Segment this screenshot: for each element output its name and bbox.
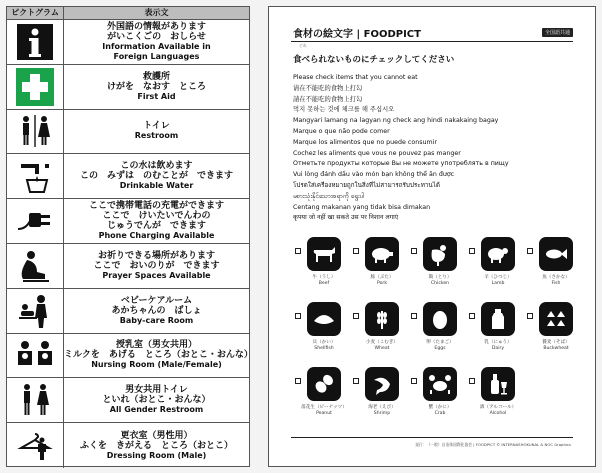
translation-line: Mangyari lamang na lagyan ng check ang hindi nakakaing bagay — [293, 117, 499, 125]
row-en-1: Baby-care Room — [119, 315, 194, 325]
dressing-room-icon — [15, 426, 55, 466]
page-title: 食材の絵文字 | FOODPICT — [293, 29, 421, 40]
food-item-chicken: 鶏（とり） Chicken — [407, 237, 465, 296]
food-item-crab: 蟹（かに） Crab — [407, 367, 465, 426]
row-jp-2: けがを なおす ところ — [106, 81, 206, 92]
row-jp-2: ミルクを あげる ところ（おとこ・おんな） — [64, 350, 253, 361]
nursing-room-icon — [15, 335, 55, 375]
header-pictogram: ピクトグラム — [7, 7, 64, 19]
food-item-fish: 魚（さかな） Fish — [523, 237, 581, 296]
translation-line: 먹지 못하는 것에 체크를 해 주십시오 — [293, 106, 395, 114]
row-en-2: Foreign Languages — [113, 51, 200, 61]
row-en-1: Drinkable Water — [119, 181, 194, 191]
translation-line: 请在不能吃的食物上打勾 — [293, 84, 363, 92]
row-jp-1: ここで携帯電話の充電ができます — [88, 201, 224, 212]
crab-checkbox[interactable] — [411, 378, 417, 384]
row-jp-1: 外国語の情報があります — [106, 21, 206, 32]
table-row — [7, 334, 253, 379]
table-row — [7, 244, 249, 289]
food-item-shellfish: 貝（かい） Shellfish — [291, 302, 349, 361]
row-jp-2: ふくを きがえる ところ（おとこ） — [79, 440, 233, 451]
row-jp-2: あかちゃんの ばしょ — [111, 305, 202, 316]
beef-checkbox[interactable] — [295, 248, 301, 254]
footer-credit: 発行：（一般）自治体国際化協会 | FOODPICT © INTERNASHOKUNAL & NOC Graphics — [415, 442, 571, 447]
dairy-icon — [484, 305, 512, 333]
instruction-heading: 食べられないものにチェックしてください — [293, 55, 455, 65]
food-row — [291, 302, 581, 361]
translation-line: Marque los alimentos que no puede consumir — [293, 138, 437, 146]
information-icon — [15, 22, 55, 62]
row-jp-1: この水は飲めます — [120, 161, 193, 172]
wheat-checkbox[interactable] — [353, 313, 359, 319]
footer-divider — [291, 437, 573, 438]
food-item-eggs: 卵（たまご） Eggs — [407, 302, 465, 361]
language-badge: 全国語共通 — [542, 28, 573, 37]
translation-line: Cochez les aliments que vous ne pouvez pas manger — [293, 149, 461, 157]
table-row — [7, 154, 249, 199]
translation-line: Vui lòng đánh dấu vào món bạn không thể ăn được — [293, 171, 455, 179]
translation-line: Centang makanan yang tidak bisa dimakan — [293, 203, 431, 211]
alcohol-checkbox[interactable] — [469, 378, 475, 384]
dairy-checkbox[interactable] — [469, 313, 475, 319]
row-en-1: Phone Charging Available — [98, 231, 215, 241]
row-en-1: Prayer Spaces Available — [102, 270, 211, 280]
lamb-checkbox[interactable] — [469, 248, 475, 254]
row-jp-2: がいこくごの おしらせ — [107, 31, 206, 42]
chicken-checkbox[interactable] — [411, 248, 417, 254]
peanut-checkbox[interactable] — [295, 378, 301, 384]
translation-line: โปรดใส่เครื่องหมายถูกในสิ่งที่ไม่สามารถรับประทานได้ — [293, 181, 440, 189]
table-row — [7, 378, 249, 423]
drinking-water-icon — [15, 156, 55, 196]
food-item-peanut: 落花生（ピーナッツ） Peanut — [291, 367, 349, 426]
food-item-dairy: 乳（にゅう） Dairy — [465, 302, 523, 361]
row-en-1: First Aid — [137, 91, 176, 101]
food-row — [291, 367, 581, 426]
first-aid-icon — [15, 67, 55, 107]
instruction-translations — [293, 73, 583, 224]
peanut-icon — [310, 370, 338, 398]
row-jp-1: トイレ — [143, 121, 170, 132]
table-row — [7, 423, 249, 468]
table-row — [7, 20, 249, 65]
row-jp-2: ここで けいたいでんわの — [102, 211, 211, 222]
row-en-1: All Gender Restroom — [109, 405, 204, 415]
row-jp-1: お祈りできる場所があります — [97, 250, 215, 261]
restroom-icon — [15, 111, 55, 151]
food-item-shrimp: 海老（えび） Shrimp — [349, 367, 407, 426]
row-en-1: Restroom — [134, 131, 179, 141]
eggs-checkbox[interactable] — [411, 313, 417, 319]
row-jp-3: じゅうでんが できます — [106, 221, 206, 232]
row-en-1: Information Available in — [102, 41, 211, 51]
row-jp-1: 男女共用トイレ — [125, 385, 188, 396]
header-display-text: 表示文 — [144, 8, 169, 17]
wheat-icon — [368, 305, 396, 333]
table-row — [7, 65, 249, 110]
translation-line: कृपया जो नहीं खा सकते उस पर निशान लगाएं — [293, 214, 399, 222]
baby-care-icon — [15, 291, 55, 331]
food-row — [291, 237, 581, 296]
food-item-alcohol: 酒（アルコール） Alcohol — [465, 367, 523, 426]
row-jp-1: 授乳室（男女共用） — [115, 340, 197, 351]
row-en-1: Dressing Room (Male) — [106, 450, 207, 460]
table-row — [7, 110, 249, 155]
food-grid — [291, 237, 581, 432]
shellfish-checkbox[interactable] — [295, 313, 301, 319]
translation-line: Please check items that you cannot eat — [293, 74, 418, 81]
translation-line: Отметьте продукты которые Вы не можете употреблять в пищу — [293, 160, 509, 168]
food-item-buckwheat: 蕎麦（そば） Buckwheat — [523, 302, 581, 361]
table-row — [7, 199, 249, 244]
title-divider — [291, 41, 573, 42]
row-jp-1: 救護所 — [142, 71, 170, 82]
crab-icon — [426, 370, 454, 398]
eggs-icon — [426, 305, 454, 333]
row-jp-1: ベビーケアルーム — [120, 295, 193, 306]
row-jp-1: 更衣室（男性用） — [120, 430, 193, 441]
row-jp-2: といれ（おとこ・おんな） — [102, 395, 211, 406]
prayer-icon — [15, 246, 55, 286]
beef-icon — [310, 240, 338, 268]
small-note: どれ — [299, 43, 307, 48]
shrimp-checkbox[interactable] — [353, 378, 359, 384]
food-item-lamb: 羊（ひつじ） Lamb — [465, 237, 523, 296]
fish-icon — [542, 240, 570, 268]
translation-line: 請在不能吃的食物上打勾 — [293, 95, 363, 103]
shellfish-icon — [310, 305, 338, 333]
table-header — [7, 7, 249, 20]
phone-charging-icon — [15, 201, 55, 241]
food-item-beef: 牛（うし） Beef — [291, 237, 349, 296]
alcohol-icon — [484, 370, 512, 398]
row-jp-2: この みずは のむことが できます — [79, 171, 233, 182]
food-item-pork: 豚（ぶた） Pork — [349, 237, 407, 296]
food-item-wheat: 小麦（こむぎ） Wheat — [349, 302, 407, 361]
buckwheat-checkbox[interactable] — [527, 313, 533, 319]
row-jp-2: ここで おいのりが できます — [93, 260, 220, 271]
translation-line: Marque o que não pode comer — [293, 127, 390, 135]
pork-icon — [368, 240, 396, 268]
lamb-icon — [484, 240, 512, 268]
shrimp-icon — [368, 370, 396, 398]
fish-checkbox[interactable] — [527, 248, 533, 254]
translation-line: မစားသုံးနိုင်သောအရာကို ရွေးပါ — [293, 192, 365, 200]
chicken-icon — [426, 240, 454, 268]
pork-checkbox[interactable] — [353, 248, 359, 254]
pictogram-table — [6, 6, 253, 467]
all-gender-restroom-icon — [15, 380, 55, 420]
buckwheat-icon — [542, 305, 570, 333]
row-en-1: Nursing Room (Male/Female) — [91, 360, 222, 370]
table-row — [7, 289, 249, 334]
foodpict-document — [268, 6, 596, 467]
